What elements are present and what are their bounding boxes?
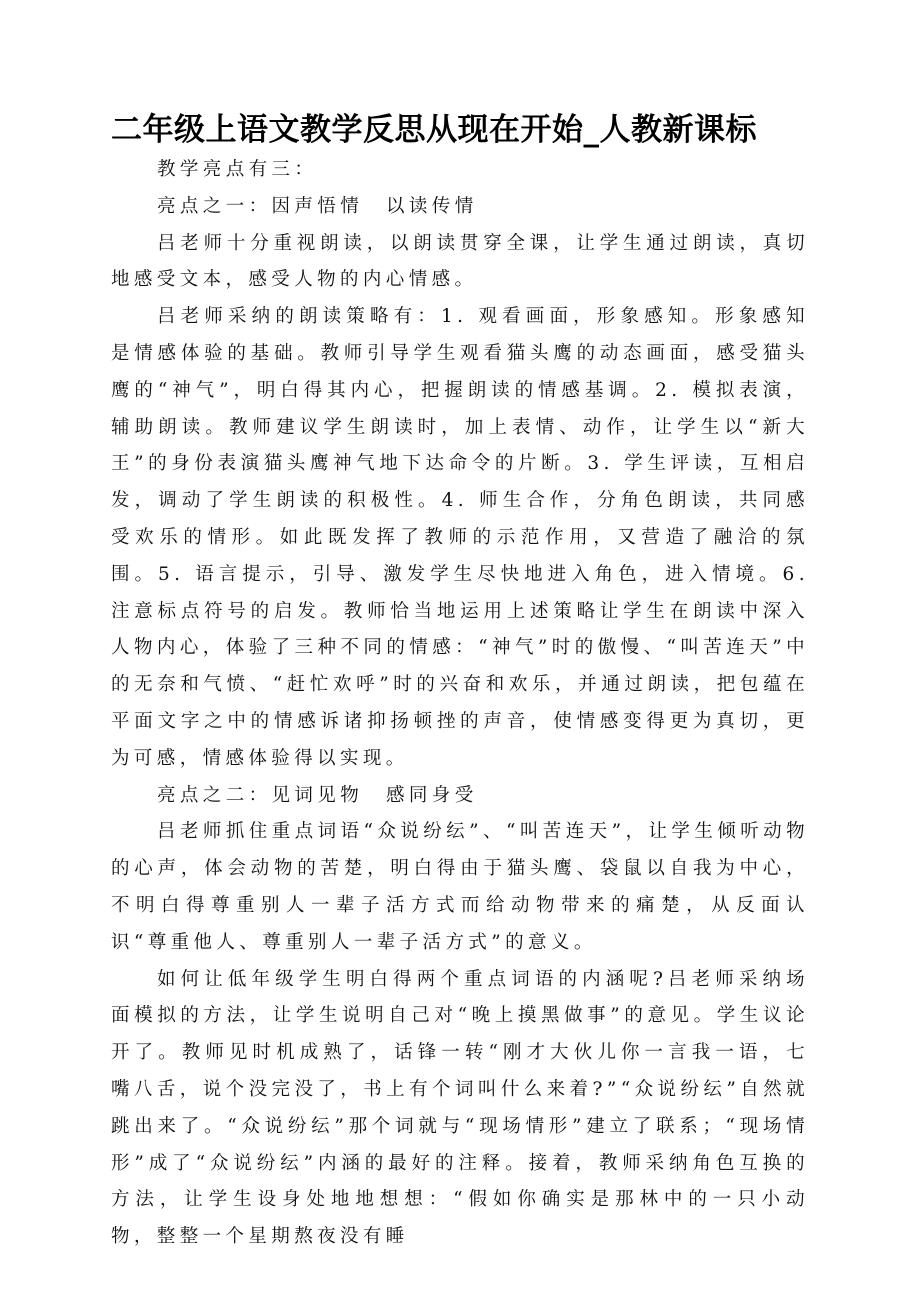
document-title: 二年级上语文教学反思从现在开始_人教新课标 bbox=[111, 112, 757, 148]
document-page bbox=[111, 108, 809, 1256]
paragraph-reading-emphasis: 吕老师十分重视朗读，以朗读贯穿全课，让学生通过朗读，真切地感受文本，感受人物的内心情感。 bbox=[111, 232, 809, 291]
paragraph-intro: 教学亮点有三： bbox=[157, 159, 318, 180]
paragraph-reading-strategies: 吕老师采纳的朗读策略有：1. 观看画面，形象感知。形象感知是情感体验的基础。教师引导学生观看猫头鹰的动态画面，感受猫头鹰的“神气”，明白得其内心，把握朗读的情感基调。2. 模拟表演，辅助朗读。教师建议学生朗读时，加上表情、动作，让学生以“新大王”的身份表演猫头鹰神气地下达命令的片断。3. 学生评读，互相启发，调动了学生朗读的积极性。4. 师生合作，分角色朗读，共同感受欢乐的情形。如此既发挥了教师的示范作用，又营造了融洽的氛围。5. 语言提示，引导、激发学生尽快地进入角色，进入情境。6. 注意标点符号的启发。教师恰当地运用上述策略让学生在朗读中深入人物内心，体验了三种不同的情感：“神气”时的傲慢、“叫苦连天”中的无奈和气愤、“赶忙欢呼”时的兴奋和欢乐，并通过朗读，把包蕴在平面文字之中的情感诉诸抑扬顿挫的声音，使情感变得更为真切，更为可感，情感体验得以实现。 bbox=[111, 306, 809, 769]
paragraph-highlight-2-heading: 亮点之二：见词见物 感同身受 bbox=[157, 784, 478, 806]
paragraph-highlight-1-heading: 亮点之一：因声悟情 以读传情 bbox=[157, 195, 478, 217]
paragraph-key-words: 吕老师抓住重点词语“众说纷纭”、“叫苦连天”，让学生倾听动物的心声，体会动物的苦楚，明白得由于猫头鹰、袋鼠以自我为中心，不明白得尊重别人一辈子活方式而给动物带来的痛楚，从反面认识“尊重他人、尊重别人一辈子活方式”的意义。 bbox=[111, 821, 809, 953]
paragraph-scene-simulation: 如何让低年级学生明白得两个重点词语的内涵呢?吕老师采纳场面模拟的方法，让学生说明自己对“晚上摸黑做事”的意见。学生议论开了。教师见时机成熟了，话锋一转“刚才大伙儿你一言我一语，七嘴八舌，说个没完没了，书上有个词叫什么来着?”“众说纷纭”自然就跳出来了。“众说纷纭”那个词就与“现场情形”建立了联系；“现场情形”成了“众说纷纭”内涵的最好的注释。接着，教师采纳角色互换的方法，让学生设身处地地想想：“假如你确实是那林中的一只小动物，整整一个星期熬夜没有睡 bbox=[111, 968, 809, 1248]
